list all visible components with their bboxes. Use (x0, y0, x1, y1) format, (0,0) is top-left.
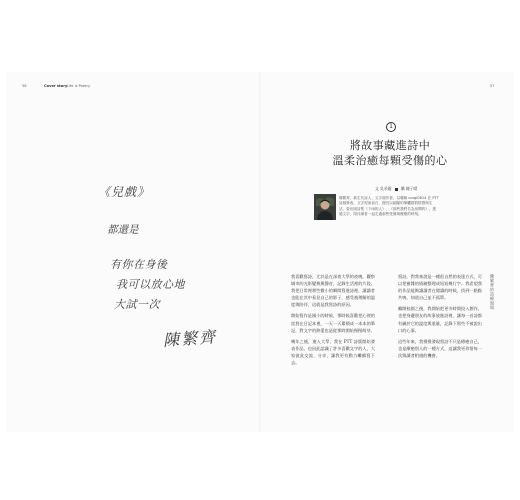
right-page-number: 57 (490, 84, 495, 88)
paragraph: 寫詩，對我來說是一種很自然的表達方式，可以把複雜的情緒整理成短短幾行字。我希望我的作品能夠讓讀者在閱讀的時候，找到一點點共鳴，知道自己並不孤單。 (398, 274, 482, 301)
paragraph: 這些年來，我慢慢發現寫詩不只是療癒自己，也是療癒別人的一種方式，這讓我更珍惜每一次與讀者相遇的機會。 (398, 338, 482, 358)
byline-writer: 文 吳采璇 (375, 186, 392, 191)
handwritten-poem-title: 《兒戲》 (98, 185, 151, 199)
handwritten-line: 有你在身後 (110, 258, 168, 271)
left-page-number: 56 (22, 84, 27, 88)
author-bio: 陳繁齊，新生代詩人、文字創作者，以暱稱 corgi0614 在 PTT 詩版發表，文字短而直白，擅長以細膩的筆觸描寫情感與生活，曾出版詩集《下雨的人》、《那些我們名為房間的》，透過文字，陪伴讀者一起走過那些受傷與療癒的時刻。 (339, 196, 439, 217)
body-column-2 (398, 273, 482, 363)
page-gutter (259, 72, 261, 432)
handwritten-signature: 陳繁齊 (162, 327, 218, 350)
body-column-1 (291, 273, 375, 370)
byline (375, 186, 417, 192)
vertical-sidebar-label: 陳繁齊的詩療現場 (490, 274, 495, 310)
paragraph: 幾年之後，進入大學，我在 PTT 詩版開始發表作品，也因此認識了許多喜歡文字的人，大家彼此交流、分享，讓我更有動力繼續寫下去。 (291, 338, 375, 366)
section-title: Life is Poetry (67, 84, 91, 88)
handwritten-line: 我可以放心地 (116, 278, 185, 291)
byline-photographer: 攝 陳子晴 (400, 186, 418, 191)
paragraph: 開始寫作是國小的時候，那時候喜歡把心裡的話寫在日記本裡，一天一天累積成一本本的筆記，對文字的熱愛也是從那時開始慢慢萌芽。 (291, 313, 375, 333)
paragraph: 離開校園之後，我開始把更多時間投入創作，也把身邊朋友的故事放進詩裡，讓每一首詩都有屬於它的溫度與重量，記錄下那些不被說出口的心事。 (398, 306, 482, 333)
article-title-line1: 將故事藏進詩中 (349, 139, 431, 152)
article-number-badge: 1 (386, 122, 396, 132)
section-label: Cover story (44, 84, 68, 88)
article-title-line2: 溫柔治癒每顆受傷的心 (332, 154, 448, 167)
author-portrait-icon (314, 194, 336, 220)
handwritten-line: 都還是 (107, 224, 139, 236)
paragraph: 我喜歡寫詩，尤其是在深夜大學的夜晚，觀察城市的光影變換與聲音，記錄生活裡的片段。我把日常裡那些微小的瞬間寫進詩裡，讓讀者也能在其中看見自己的影子，感受被理解的溫度與陪伴，這就是我寫詩的原因。 (291, 274, 375, 308)
byline-separator-icon (395, 188, 398, 191)
handwritten-line: 大試一次 (114, 298, 160, 311)
author-photo (314, 194, 336, 220)
